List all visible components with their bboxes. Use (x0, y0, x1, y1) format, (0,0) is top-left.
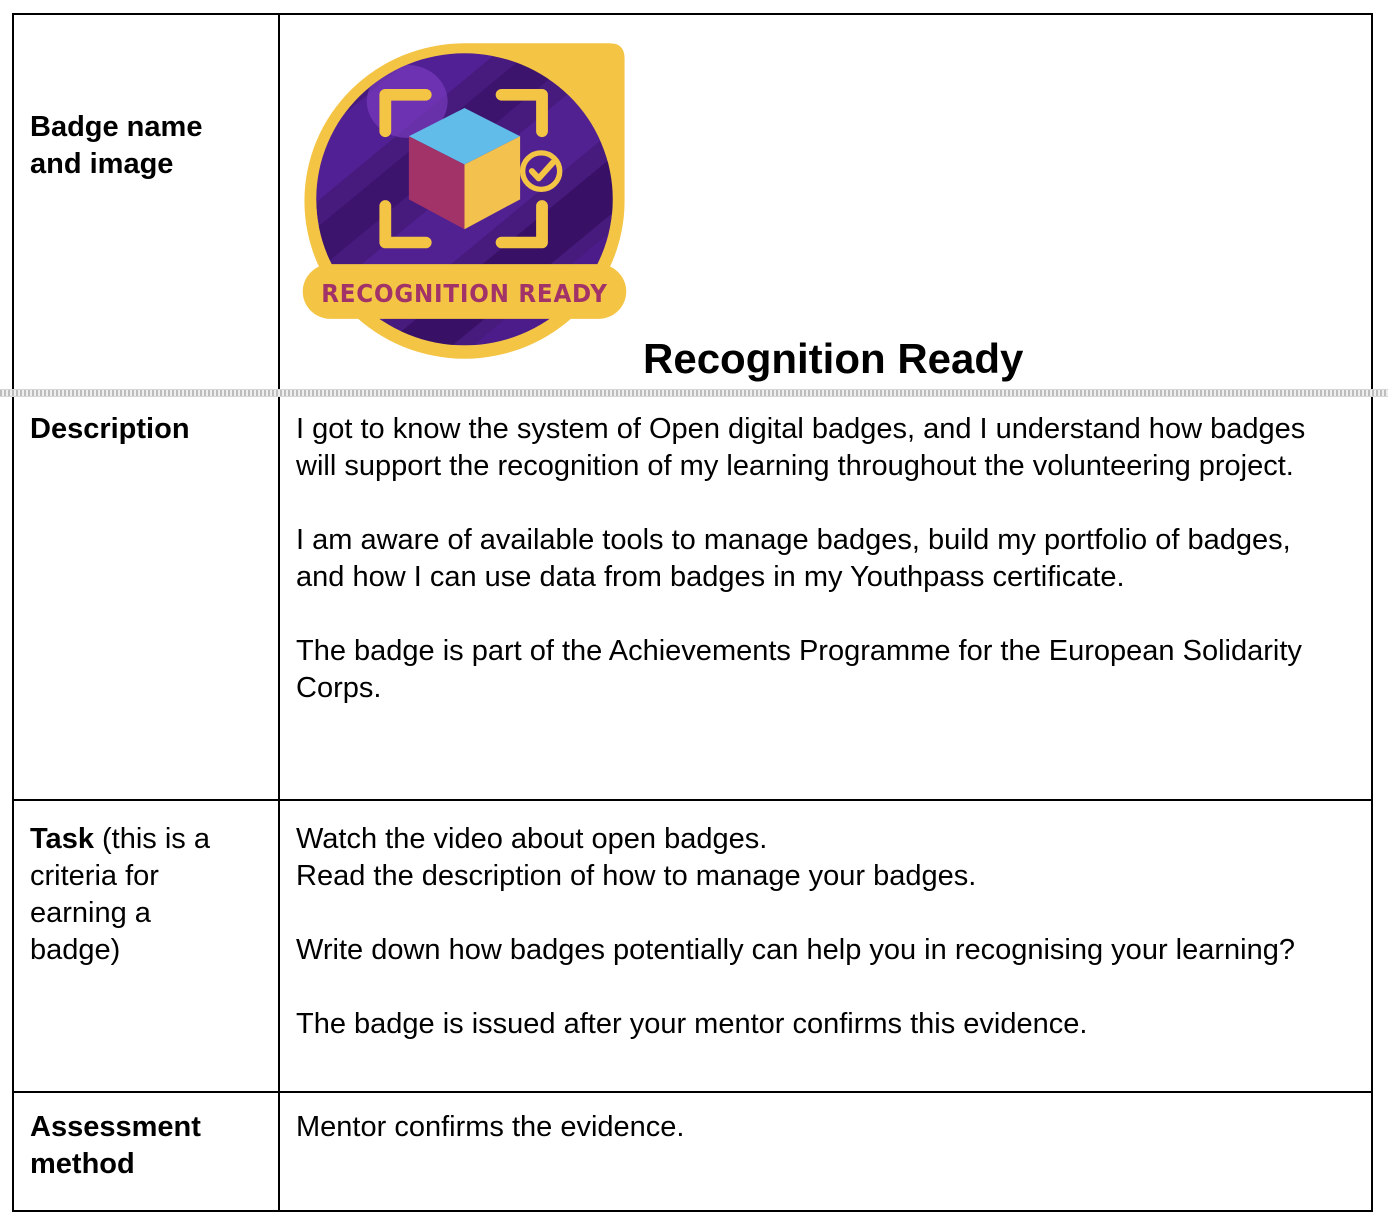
task-text (296, 821, 1335, 1043)
task-content (279, 800, 1372, 1092)
assessment-content (279, 1092, 1372, 1211)
task-label (13, 800, 279, 1092)
description-paragraph: The badge is part of the Achievements Programme for the European Solidarity Corps. (296, 635, 1302, 704)
badge-title: Recognition Ready (643, 335, 1024, 382)
assessment-text (296, 1109, 1335, 1146)
badge-and-title (296, 35, 1361, 382)
description-content (279, 396, 1372, 800)
table-row-assessment (13, 1092, 1372, 1211)
description-paragraph: I got to know the system of Open digital badges, and I understand how badges will support the recognition of my learning throughout the volunteering project. (296, 413, 1306, 482)
task-line: Write down how badges potentially can help you in recognising your learning? (296, 934, 1295, 966)
badge-banner-text: RECOGNITION READY (321, 279, 608, 309)
badge-row-content (279, 14, 1372, 396)
badge-banner (303, 264, 627, 319)
task-line: The badge is issued after your mentor confirms this evidence. (296, 1008, 1088, 1040)
table-row-badge (13, 14, 1372, 396)
assessment-label (13, 1092, 279, 1211)
page-break-indicator (0, 389, 1388, 397)
description-label (13, 396, 279, 800)
task-line: Watch the video about open badges. (296, 823, 768, 855)
assessment-label-text: Assessment method (30, 1111, 201, 1180)
badge-info-table (12, 13, 1373, 1212)
table-row-task (13, 800, 1372, 1092)
badge-image (296, 35, 633, 367)
assessment-line: Mentor confirms the evidence. (296, 1111, 685, 1143)
description-paragraph: I am aware of available tools to manage badges, build my portfolio of badges, and how I can use data from badges in my Youthpass certificate. (296, 524, 1291, 593)
task-line: Read the description of how to manage your badges. (296, 860, 977, 892)
task-label-bold: Task (30, 823, 94, 855)
task-label-rest: (this is a criteria for earning a badge) (30, 823, 210, 966)
badge-row-label-text: Badge name and image (30, 111, 203, 180)
badge-row-label (13, 14, 279, 396)
description-text (296, 411, 1335, 707)
table-row-description (13, 396, 1372, 800)
description-label-text: Description (30, 413, 190, 445)
